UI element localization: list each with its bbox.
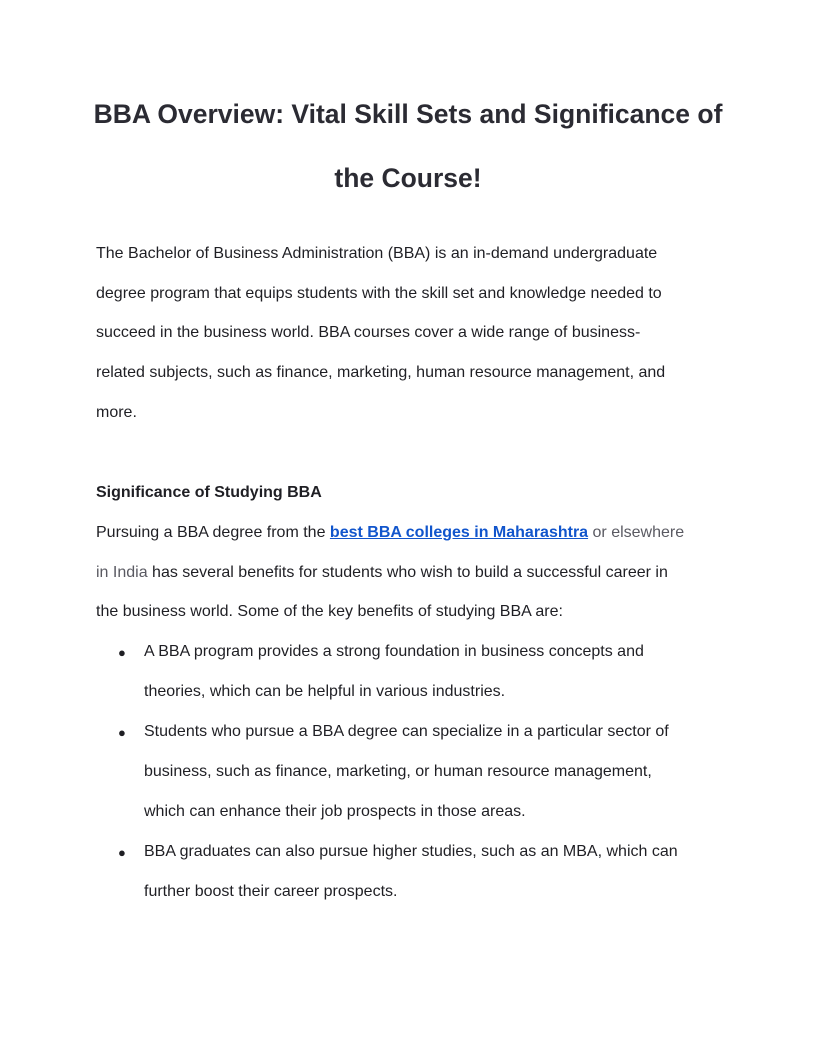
paragraph-text: Pursuing a BBA degree from the: [96, 524, 330, 541]
paragraph-text: has several benefits for students who wish to build a successful career in: [147, 564, 668, 581]
list-item-line: business, such as finance, marketing, or human resource management,: [144, 763, 652, 780]
section-heading: Significance of Studying BBA: [96, 484, 322, 501]
list-item-line: BBA graduates can also pursue higher studies, such as an MBA, which can: [144, 843, 678, 860]
intro-line: succeed in the business world. BBA courses cover a wide range of business-: [96, 324, 641, 341]
paragraph-text-muted: in India: [96, 564, 148, 581]
intro-line: The Bachelor of Business Administration (BBA) is an in-demand undergraduate: [96, 245, 658, 262]
list-item-line: which can enhance their job prospects in those areas.: [144, 803, 526, 820]
section-paragraph-line: [96, 525, 684, 541]
intro-line: related subjects, such as finance, marketing, human resource management, and: [96, 364, 666, 381]
bullet-icon: ●: [118, 645, 126, 660]
intro-line: degree program that equips students with the skill set and knowledge needed to: [96, 285, 662, 302]
page-title-line-1: BBA Overview: Vital Skill Sets and Significance of: [93, 99, 723, 129]
intro-line: more.: [96, 404, 137, 421]
section-paragraph-line: the business world. Some of the key benefits of studying BBA are:: [96, 603, 563, 620]
list-item-line: theories, which can be helpful in various industries.: [144, 683, 506, 700]
bullet-icon: ●: [118, 845, 126, 860]
page-title-line-2: the Course!: [334, 163, 482, 193]
best-bba-colleges-link[interactable]: best BBA colleges in Maharashtra: [329, 524, 589, 541]
section-paragraph-line: [96, 565, 668, 581]
list-item-line: Students who pursue a BBA degree can specialize in a particular sector of: [144, 723, 669, 740]
bullet-icon: ●: [118, 725, 126, 740]
list-item-line: A BBA program provides a strong foundation in business concepts and: [144, 643, 644, 660]
list-item-line: further boost their career prospects.: [144, 883, 398, 900]
paragraph-text-muted: or elsewhere: [588, 524, 685, 541]
